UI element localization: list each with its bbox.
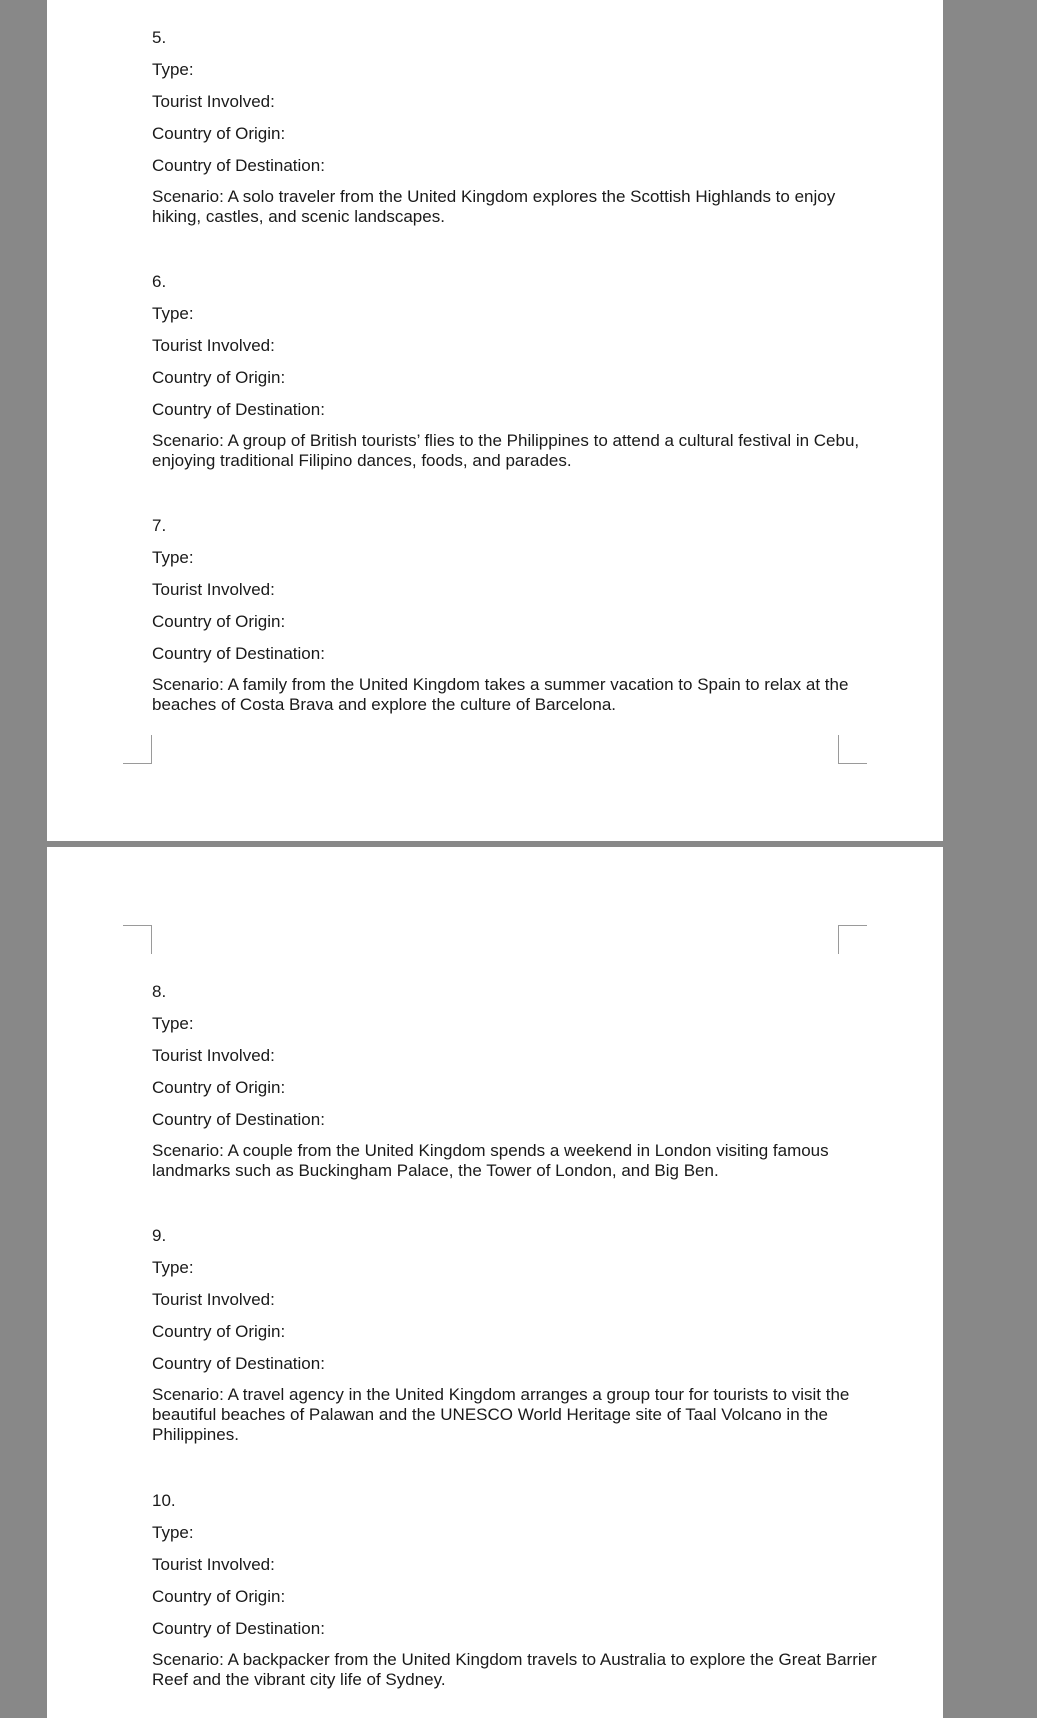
scenario-text: Scenario: A solo traveler from the United Kingdom explores the Scottish Highlands to enjoy hiking, castles, and scenic landscapes. (152, 187, 836, 226)
scenario-text: Scenario: A travel agency in the United Kingdom arranges a group tour for tourists to visit the beautiful beaches of Palawan and the UNESCO World Heritage site of Taal Volcano in the Philippines. (152, 1385, 850, 1444)
scenario-text: Scenario: A group of British tourists’ flies to the Philippines to attend a cultural festival in Cebu, enjoying traditional Filipino dances, foods, and parades. (152, 431, 860, 470)
country-of-destination-label: Country of Destination: (152, 1110, 325, 1129)
country-of-origin-label: Country of Origin: (152, 1587, 286, 1606)
tourist-involved-label: Tourist Involved: (152, 1046, 275, 1065)
scenario-text: Scenario: A backpacker from the United Kingdom travels to Australia to explore the Great Barrier Reef and the vibrant city life of Sydney. (152, 1650, 877, 1689)
country-of-origin-label: Country of Origin: (152, 124, 286, 143)
type-label: Type: (152, 60, 194, 79)
item-9 (152, 1226, 882, 1445)
document-page-1 (47, 0, 943, 841)
country-of-destination-label: Country of Destination: (152, 1619, 325, 1638)
country-of-origin-label: Country of Origin: (152, 368, 286, 387)
type-label: Type: (152, 1523, 194, 1542)
country-of-destination-label: Country of Destination: (152, 1354, 325, 1373)
tourist-involved-label: Tourist Involved: (152, 92, 275, 111)
type-label: Type: (152, 1258, 194, 1277)
item-number: 6. (152, 272, 167, 291)
item-number: 10. (152, 1491, 176, 1510)
type-label: Type: (152, 1014, 194, 1033)
crop-mark-top-left (123, 925, 152, 954)
item-number: 8. (152, 982, 167, 1001)
country-of-destination-label: Country of Destination: (152, 400, 325, 419)
country-of-destination-label: Country of Destination: (152, 156, 325, 175)
tourist-involved-label: Tourist Involved: (152, 1555, 275, 1574)
item-number: 7. (152, 516, 167, 535)
item-6 (152, 272, 882, 471)
tourist-involved-label: Tourist Involved: (152, 336, 275, 355)
crop-mark-top-right (838, 925, 867, 954)
item-number: 5. (152, 28, 167, 47)
scenario-text: Scenario: A couple from the United Kingdom spends a weekend in London visiting famous landmarks such as Buckingham Palace, the Tower of London, and Big Ben. (152, 1141, 829, 1180)
country-of-origin-label: Country of Origin: (152, 1322, 286, 1341)
country-of-origin-label: Country of Origin: (152, 612, 286, 631)
item-number: 9. (152, 1226, 167, 1245)
scenario-text: Scenario: A family from the United Kingdom takes a summer vacation to Spain to relax at the beaches of Costa Brava and explore the culture of Barcelona. (152, 675, 849, 714)
tourist-involved-label: Tourist Involved: (152, 1290, 275, 1309)
tourist-involved-label: Tourist Involved: (152, 580, 275, 599)
type-label: Type: (152, 304, 194, 323)
item-8 (152, 982, 882, 1181)
country-of-origin-label: Country of Origin: (152, 1078, 286, 1097)
type-label: Type: (152, 548, 194, 567)
item-5 (152, 28, 882, 227)
crop-mark-bottom-right (838, 735, 867, 764)
item-10 (152, 1491, 882, 1690)
document-page-2 (47, 847, 943, 1718)
item-7 (152, 516, 882, 715)
crop-mark-bottom-left (123, 735, 152, 764)
country-of-destination-label: Country of Destination: (152, 644, 325, 663)
